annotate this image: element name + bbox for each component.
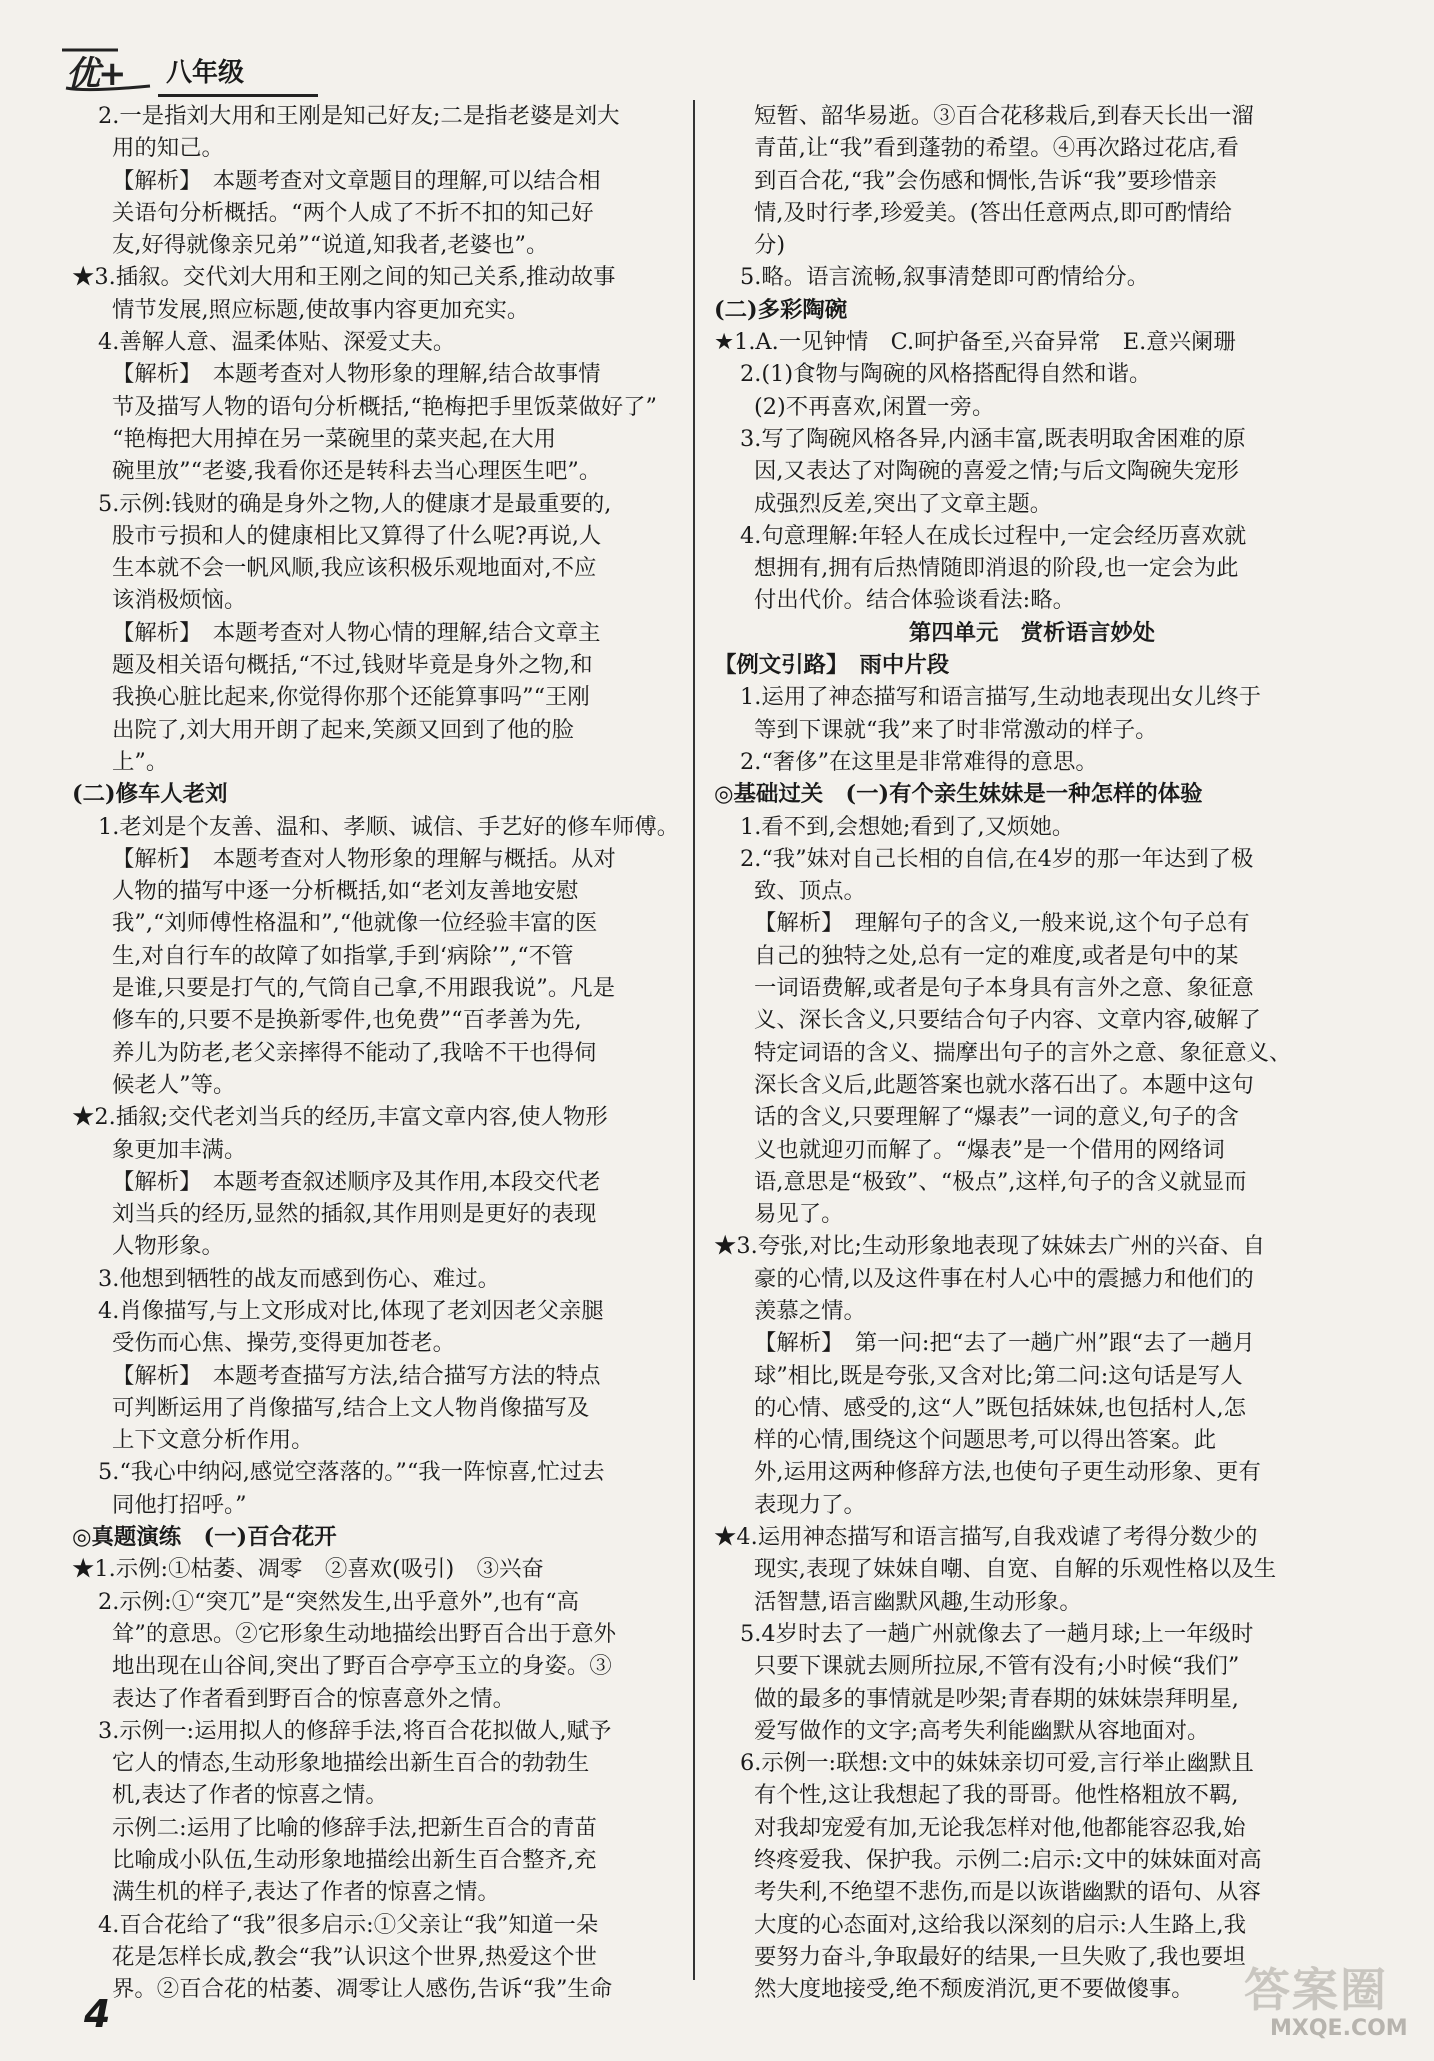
text-line: 付出代价。结合体验谈看法:略。 [754, 587, 1076, 614]
text-line: “艳梅把大用掉在另一菜碗里的菜夹起,在大用 [112, 425, 556, 452]
text-line: 然大度地接受,绝不颓废消沉,更不要做傻事。 [754, 1976, 1194, 2003]
right-column [714, 100, 1350, 2006]
text-line: 终疼爱我、保护我。示例二:启示:文中的妹妹面对高 [754, 1847, 1262, 1874]
text-line: 象更加丰满。 [112, 1136, 247, 1163]
text-line: 一词语费解,或者是句子本身具有言外之意、象征意 [754, 975, 1254, 1002]
text-line: 【解析】 本题考查对人物心情的理解,结合文章主 [112, 619, 601, 646]
brand-logo-text: 优+ [66, 54, 125, 94]
grade-label: 八年级 [166, 58, 245, 88]
text-line: 大度的心态面对,这给我以深刻的启示:人生路上,我 [754, 1911, 1246, 1938]
text-line: 表现力了。 [754, 1491, 866, 1518]
text-line: 情,及时行孝,珍爱美。(答出任意两点,即可酌情给 [754, 199, 1232, 226]
text-line: 义也就迎刃而解了。“爆表”是一个借用的网络词 [754, 1136, 1225, 1163]
text-line: 碗里放”“老婆,我看你还是转科去当心理医生吧”。 [112, 458, 602, 485]
text-line: 话的含义,只要理解了“爆表”一词的意义,句子的含 [754, 1104, 1239, 1131]
text-line: 4.百合花给了“我”很多启示:①父亲让“我”知道一朵 [98, 1911, 599, 1938]
text-line: 成强烈反差,突出了文章主题。 [754, 490, 1053, 517]
text-line: 友,好得就像亲兄弟”“说道,知我者,老婆也”。 [112, 232, 549, 259]
text-line: 考失利,不绝望不悲伤,而是以诙谐幽默的语句、从容 [754, 1879, 1261, 1906]
page-number: 4 [84, 1992, 111, 2036]
text-line: 节及描写人物的语句分析概括,“艳梅把手里饭菜做好了” [112, 393, 657, 420]
text-line: 2.“我”妹对自己长相的自信,在4岁的那一年达到了极 [740, 845, 1254, 872]
text-line: 用的知己。 [112, 135, 224, 162]
text-line: 该消极烦恼。 [112, 587, 247, 614]
text-line: 4.善解人意、温柔体贴、深爱丈夫。 [98, 329, 456, 356]
text-line: 爱写做作的文字;高考失利能幽默从容地面对。 [754, 1717, 1210, 1744]
text-line: 生本就不会一帆风顺,我应该积极乐观地面对,不应 [112, 555, 597, 582]
section-heading: ◎基础过关 (一)有个亲生妹妹是一种怎样的体验 [714, 781, 1203, 808]
text-line: 2.“奢侈”在这里是非常难得的意思。 [740, 748, 1098, 775]
text-line: 耸”的意思。②它形象生动地描绘出野百合出于意外 [112, 1620, 617, 1647]
text-line: 5.示例:钱财的确是身外之物,人的健康才是最重要的, [98, 490, 612, 517]
text-line: 4.句意理解:年轻人在成长过程中,一定会经历喜欢就 [740, 522, 1247, 549]
text-line: 候老人”等。 [112, 1071, 236, 1098]
text-line: 球”相比,既是夸张,又含对比;第二问:这句话是写人 [754, 1362, 1243, 1389]
text-line: 易见了。 [754, 1201, 844, 1228]
text-line: 到百合花,“我”会伤感和惆怅,告诉“我”要珍惜亲 [754, 167, 1218, 194]
text-line: 【解析】 本题考查对文章题目的理解,可以结合相 [112, 167, 601, 194]
text-line: 可判断运用了肖像描写,结合上文人物肖像描写及 [112, 1394, 590, 1421]
text-line: 做的最多的事情就是吵架;青春期的妹妹崇拜明星, [754, 1685, 1239, 1712]
watermark [1228, 1948, 1428, 2058]
text-line: 示例二:运用了比喻的修辞手法,把新生百合的青苗 [112, 1814, 597, 1841]
page-header [58, 38, 678, 100]
text-line: 3.他想到牺牲的战友而感到伤心、难过。 [98, 1265, 501, 1292]
text-line: 只要下课就去厕所拉尿,不管有没有;小时候“我们” [754, 1653, 1240, 1680]
text-line: 题及相关语句概括,“不过,钱财毕竟是身外之物,和 [112, 652, 593, 679]
text-line: 花是怎样长成,教会“我”认识这个世界,热爱这个世 [112, 1943, 597, 1970]
text-line: 5.略。语言流畅,叙事清楚即可酌情给分。 [740, 264, 1150, 291]
text-line: ★1.A.一见钟情 C.呵护备至,兴奋异常 E.意兴阑珊 [714, 329, 1236, 356]
section-heading: 第四单元 赏析语言妙处 [908, 619, 1156, 646]
text-line: 我”,“刘师傅性格温和”,“他就像一位经验丰富的医 [112, 910, 598, 937]
text-line: 6.示例一:联想:文中的妹妹亲切可爱,言行举止幽默且 [740, 1750, 1254, 1777]
text-line: 人物形象。 [112, 1233, 224, 1260]
text-line: 【解析】 本题考查描写方法,结合描写方法的特点 [112, 1362, 601, 1389]
text-line: 【解析】 本题考查对人物形象的理解,结合故事情 [112, 361, 601, 388]
text-line: 深长含义后,此题答案也就水落石出了。本题中这句 [754, 1071, 1254, 1098]
text-line: 样的心情,围绕这个问题思考,可以得出答案。此 [754, 1427, 1217, 1454]
text-line: 上”。 [112, 748, 169, 775]
text-line: 上下文意分析作用。 [112, 1427, 314, 1454]
text-line: 【解析】 第一问:把“去了一趟广州”跟“去了一趟月 [754, 1330, 1255, 1357]
text-line: 想拥有,拥有后热情随即消退的阶段,也一定会为此 [754, 555, 1239, 582]
text-line: 同他打招呼。” [112, 1491, 247, 1518]
text-line: ★3.夸张,对比;生动形象地表现了妹妹去广州的兴奋、自 [714, 1233, 1266, 1260]
text-line: 它人的情态,生动形象地描绘出新生百合的勃勃生 [112, 1750, 590, 1777]
text-line: 4.肖像描写,与上文形成对比,体现了老刘因老父亲腿 [98, 1297, 604, 1324]
text-line: 1.运用了神态描写和语言描写,生动地表现出女儿终于 [740, 684, 1262, 711]
text-line: 豪的心情,以及这件事在村人心中的震撼力和他们的 [754, 1265, 1254, 1292]
text-line: 【解析】 本题考查对人物形象的理解与概括。从对 [112, 845, 616, 872]
text-line: 自己的独特之处,总有一定的难度,或者是句中的某 [754, 942, 1239, 969]
text-line: 特定词语的含义、揣摩出句子的言外之意、象征意义、 [754, 1039, 1292, 1066]
text-line: 生,对自行车的故障了如指掌,手到‘病除’”,“不管 [112, 942, 574, 969]
text-line: 受伤而心焦、操劳,变得更加苍老。 [112, 1330, 455, 1357]
text-line: 我换心脏比起来,你觉得你那个还能算事吗”“王刚 [112, 684, 590, 711]
text-line: 机,表达了作者的惊喜之情。 [112, 1782, 388, 1809]
text-line: 2.示例:①“突兀”是“突然发生,出乎意外”,也有“高 [98, 1588, 580, 1615]
text-line: 羡慕之情。 [754, 1297, 866, 1324]
text-line: 3.示例一:运用拟人的修辞手法,将百合花拟做人,赋予 [98, 1717, 612, 1744]
text-line: 有个性,这让我想起了我的哥哥。他性格粗放不羁, [754, 1782, 1239, 1809]
section-heading: (二)修车人老刘 [72, 781, 228, 808]
text-line: 2.(1)食物与陶碗的风格搭配得自然和谐。 [740, 361, 1152, 388]
text-line: 地出现在山谷间,突出了野百合亭亭玉立的身姿。③ [112, 1653, 612, 1680]
text-line: 出院了,刘大用开朗了起来,笑颜又回到了他的脸 [112, 716, 575, 743]
text-line: 等到下课就“我”来了时非常激动的样子。 [754, 716, 1158, 743]
text-line: 现实,表现了妹妹自嘲、自宽、自解的乐观性格以及生 [754, 1556, 1277, 1583]
text-line: 的心情、感受的,这“人”既包括妹妹,也包括村人,怎 [754, 1394, 1247, 1421]
watermark-url: MXQE.COM [1270, 2016, 1408, 2041]
text-line: ★1.示例:①枯萎、凋零 ②喜欢(吸引) ③兴奋 [72, 1556, 544, 1583]
text-line: 致、顶点。 [754, 878, 866, 905]
text-line: 外,运用这两种修辞方法,也使句子更生动形象、更有 [754, 1459, 1261, 1486]
text-line: 青苗,让“我”看到蓬勃的希望。④再次路过花店,看 [754, 135, 1239, 162]
text-line: 5.“我心中纳闷,感觉空落落的。”“我一阵惊喜,忙过去 [98, 1459, 605, 1486]
text-line: 表达了作者看到野百合的惊喜意外之情。 [112, 1685, 516, 1712]
text-line: 1.老刘是个友善、温和、孝顺、诚信、手艺好的修车师傅。 [98, 813, 680, 840]
text-line: 因,又表达了对陶碗的喜爱之情;与后文陶碗失宠形 [754, 458, 1239, 485]
text-line: 股市亏损和人的健康相比又算得了什么呢?再说,人 [112, 522, 602, 549]
text-line: 5.4岁时去了一趟广州就像去了一趟月球;上一年级时 [740, 1620, 1254, 1647]
text-line: 3.写了陶碗风格各异,内涵丰富,既表明取舍困难的原 [740, 425, 1246, 452]
text-line: 分) [754, 232, 786, 259]
text-line: 2.一是指刘大用和王刚是知己好友;二是指老婆是刘大 [98, 103, 620, 129]
section-heading: (二)多彩陶碗 [714, 296, 848, 323]
text-line: 义、深长含义,只要结合句子内容、文章内容,破解了 [754, 1007, 1261, 1034]
text-line: 【解析】 本题考查叙述顺序及其作用,本段交代老 [112, 1168, 601, 1195]
text-line: 1.看不到,会想她;看到了,又烦她。 [740, 813, 1075, 840]
text-line: 关语句分析概括。“两个人成了不折不扣的知己好 [112, 199, 594, 226]
text-line: 对我却宠爱有加,无论我怎样对他,他都能容忍我,始 [754, 1814, 1246, 1841]
watermark-text: 答案圈 [1244, 1963, 1388, 2017]
text-line: 【解析】 理解句子的含义,一般来说,这个句子总有 [754, 910, 1250, 937]
left-column [72, 100, 708, 2006]
text-line: 满生机的样子,表达了作者的惊喜之情。 [112, 1879, 500, 1906]
text-line: ★3.插叙。交代刘大用和王刚之间的知己关系,推动故事 [72, 264, 616, 291]
text-line: 语,意思是“极致”、“极点”,这样,句子的含义就显而 [754, 1168, 1247, 1195]
text-line: 短暂、韶华易逝。③百合花移栽后,到春天长出一溜 [754, 103, 1254, 129]
text-line: 比喻成小队伍,生动形象地描绘出新生百合整齐,充 [112, 1847, 597, 1874]
section-heading: 【例文引路】 雨中片段 [714, 652, 950, 679]
text-line: 修车的,只要不是换新零件,也免费”“百孝善为先, [112, 1007, 582, 1034]
column-divider [693, 100, 695, 1980]
text-line: 界。②百合花的枯萎、凋零让人感伤,告诉“我”生命 [112, 1976, 613, 2003]
text-line: 刘当兵的经历,显然的插叙,其作用则是更好的表现 [112, 1201, 597, 1228]
section-heading: ◎真题演练 (一)百合花开 [72, 1524, 337, 1551]
text-line: ★2.插叙;交代老刘当兵的经历,丰富文章内容,使人物形 [72, 1104, 608, 1131]
text-line: 活智慧,语言幽默风趣,生动形象。 [754, 1588, 1082, 1615]
header-rule [158, 94, 318, 97]
text-line: (2)不再喜欢,闲置一旁。 [754, 393, 995, 420]
text-line: ★4.运用神态描写和语言描写,自我戏谑了考得分数少的 [714, 1524, 1258, 1551]
text-line: 是谁,只要是打气的,气筒自己拿,不用跟我说”。凡是 [112, 975, 616, 1002]
text-line: 要努力奋斗,争取最好的结果,一旦失败了,我也要坦 [754, 1943, 1246, 1970]
text-line: 情节发展,照应标题,使故事内容更加充实。 [112, 296, 530, 323]
text-line: 养儿为防老,老父亲摔得不能动了,我啥不干也得伺 [112, 1039, 597, 1066]
text-line: 人物的描写中逐一分析概括,如“老刘友善地安慰 [112, 878, 579, 905]
